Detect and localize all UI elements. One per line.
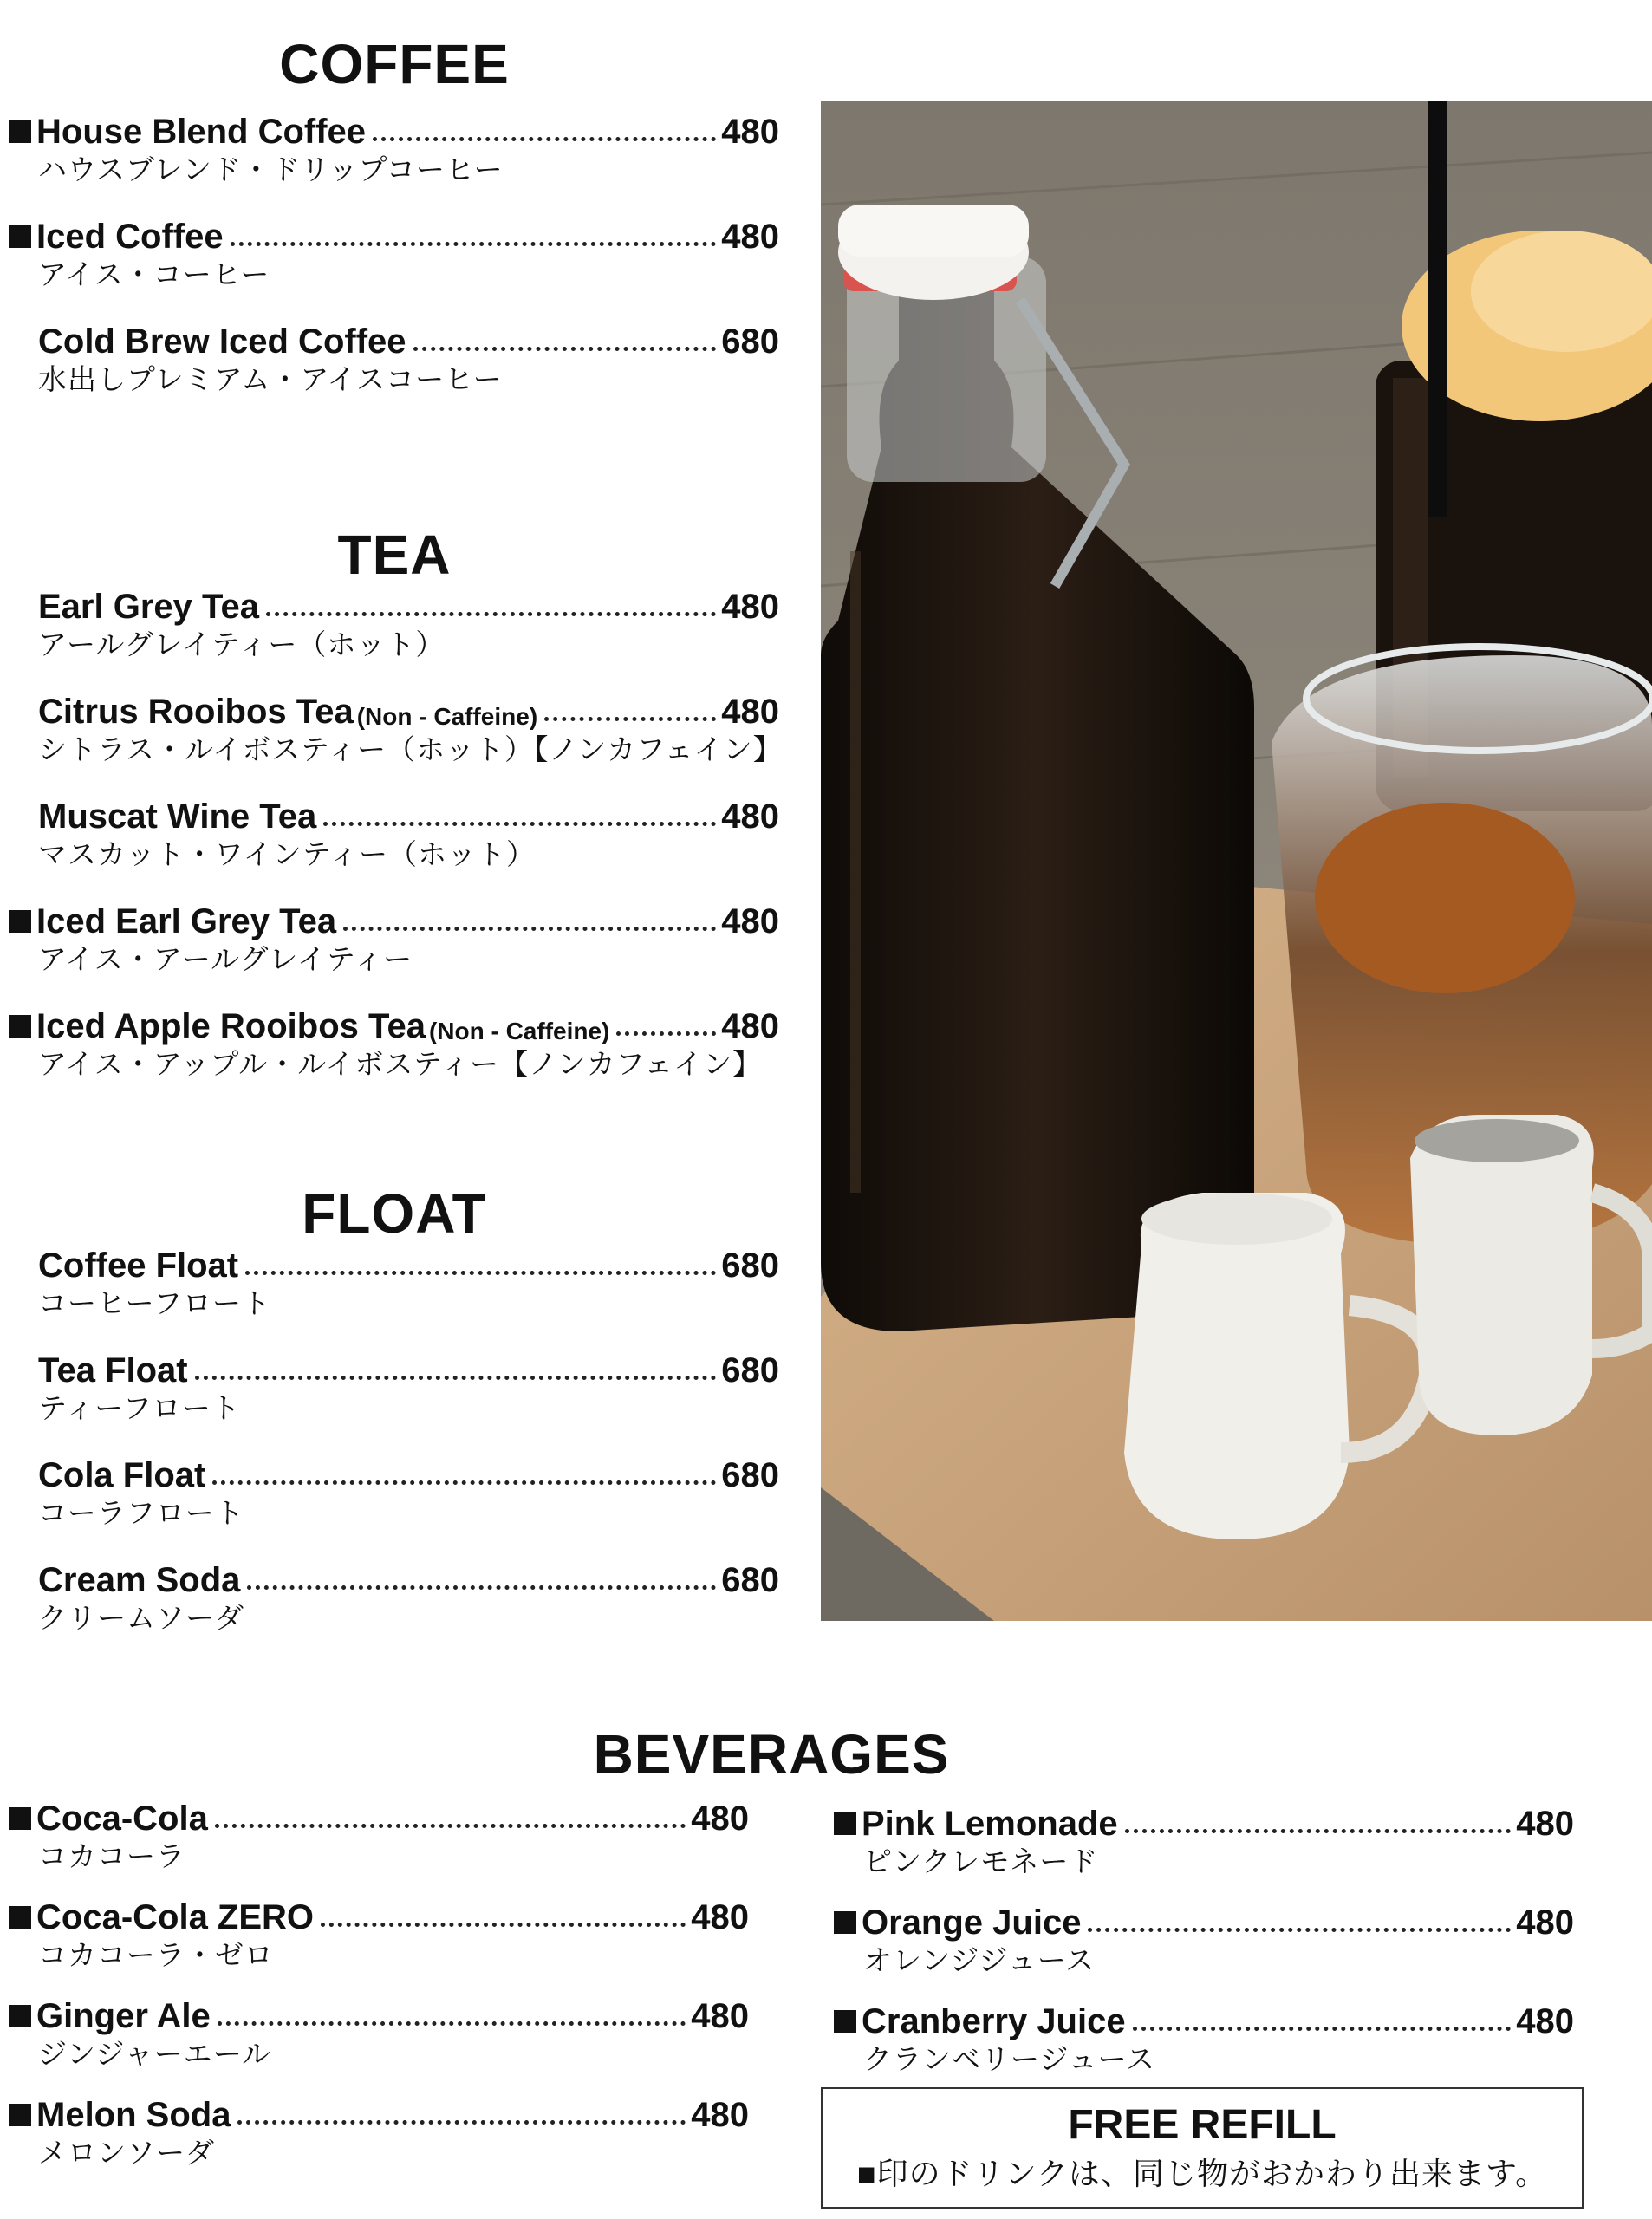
menu-item	[38, 1988, 749, 2084]
menu-item-name: Coca-Cola	[36, 1799, 208, 1838]
menu-item-name: House Blend Coffee	[36, 113, 367, 151]
dot-leader	[195, 1376, 717, 1380]
menu-item-japanese-name: ジンジャーエール	[38, 2038, 272, 2070]
menu-item-name: Cola Float	[38, 1456, 206, 1494]
menu-item-row	[38, 2087, 749, 2132]
refill-square-icon	[834, 2010, 856, 2033]
menu-item-name: Iced Earl Grey Tea	[36, 902, 337, 940]
menu-item-price: 480	[721, 218, 779, 256]
menu-item	[38, 1238, 779, 1333]
menu-item	[863, 1796, 1574, 1891]
menu-item-japanese-name: ピンクレモネード	[863, 1845, 1099, 1877]
menu-item-name: Cream Soda	[38, 1561, 241, 1599]
dot-leader	[321, 1923, 686, 1927]
menu-item-name: Tea Float	[38, 1351, 188, 1389]
menu-item-name: Ginger Ale	[36, 1997, 211, 2035]
dot-leader	[231, 242, 717, 246]
menu-item-japanese-name: ティーフロート	[38, 1392, 241, 1424]
menu-item	[38, 789, 779, 884]
menu-item-japanese-name: アイス・コーヒー	[38, 258, 270, 290]
menu-item-name: Coffee Float	[38, 1246, 239, 1285]
coffee-section-title: COFFEE	[279, 33, 510, 95]
menu-item-price: 480	[721, 113, 779, 151]
menu-item-japanese-name: シトラス・ルイボスティー（ホット）【ノンカフェイン】	[38, 733, 783, 765]
menu-item-japanese-name: アイス・アールグレイティー	[38, 943, 413, 975]
menu-item-japanese-name: アールグレイティー（ホット）	[38, 628, 446, 660]
menu-item-price: 480	[691, 2096, 749, 2134]
dot-leader	[266, 612, 716, 616]
refill-square-icon	[9, 2005, 31, 2027]
menu-item-price: 680	[721, 1351, 779, 1389]
menu-item-name: Cold Brew Iced Coffee	[38, 322, 406, 361]
menu-item	[38, 314, 779, 409]
menu-item-name: Citrus Rooibos Tea	[38, 693, 354, 731]
float-section-title: FLOAT	[302, 1182, 487, 1245]
menu-item-japanese-name: コカコーラ	[38, 1840, 185, 1872]
free-refill-box	[821, 2087, 1584, 2209]
dot-leader	[215, 1824, 686, 1828]
refill-square-icon	[9, 120, 31, 143]
menu-item-price: 480	[691, 1799, 749, 1838]
dot-leader	[247, 1585, 716, 1590]
beverages-section-title: BEVERAGES	[593, 1723, 950, 1786]
menu-item-name: Cranberry Juice	[862, 2002, 1126, 2040]
dot-leader	[212, 1480, 716, 1485]
free-refill-note: ■印のドリンクは、同じ物がおかわり出来ます。	[856, 2156, 1548, 2191]
dot-leader	[323, 822, 716, 826]
dot-leader	[218, 2021, 686, 2026]
menu-item-row	[38, 1448, 779, 1493]
menu-item-japanese-name: ハウスブレンド・ドリップコーヒー	[38, 153, 504, 185]
menu-item-name: Muscat Wine Tea	[38, 797, 317, 836]
menu-item-name: Orange Juice	[862, 1903, 1082, 1942]
menu-item-row	[863, 1796, 1574, 1841]
refill-square-icon	[9, 1906, 31, 1929]
menu-item-row	[38, 209, 779, 254]
menu-item	[38, 104, 779, 199]
menu-item	[38, 1791, 749, 1886]
refill-square-icon	[834, 1812, 856, 1835]
menu-item-row	[38, 894, 779, 939]
menu-item-row	[38, 999, 779, 1044]
menu-item-price: 680	[721, 1246, 779, 1285]
dot-leader	[413, 347, 717, 351]
menu-item	[38, 894, 779, 989]
menu-item-row	[863, 1895, 1574, 1940]
menu-item-row	[863, 1994, 1574, 2039]
menu-item-row	[38, 1343, 779, 1388]
drink-photo	[821, 101, 1652, 1621]
menu-item-price: 480	[721, 902, 779, 940]
menu-item	[38, 1890, 749, 1985]
dot-leader	[373, 137, 716, 141]
dot-leader	[544, 717, 716, 721]
menu-item-price: 680	[721, 322, 779, 361]
tea-section-title: TEA	[337, 524, 452, 586]
menu-item-row	[38, 1238, 779, 1283]
menu-item-japanese-name: クランベリージュース	[863, 2043, 1156, 2075]
menu-item-name: Earl Grey Tea	[38, 588, 259, 626]
menu-item-price: 480	[721, 693, 779, 731]
menu-item	[38, 1343, 779, 1438]
menu-item-japanese-name: アイス・アップル・ルイボスティー【ノンカフェイン】	[38, 1048, 763, 1080]
drink-photo-icon	[821, 101, 1652, 1621]
menu-item-japanese-name: 水出しプレミアム・アイスコーヒー	[38, 363, 503, 395]
refill-square-icon	[9, 225, 31, 248]
menu-item-row	[38, 1791, 749, 1836]
menu-item-note: (Non - Caffeine)	[356, 703, 538, 730]
dot-leader	[1133, 2027, 1512, 2031]
menu-item	[38, 579, 779, 674]
menu-item-name: Iced Coffee	[36, 218, 224, 256]
free-refill-title: FREE REFILL	[1068, 2102, 1337, 2148]
menu-item-japanese-name: オレンジジュース	[863, 1944, 1096, 1976]
menu-item-japanese-name: マスカット・ワインティー（ホット）	[38, 838, 537, 870]
menu-item	[38, 2087, 749, 2183]
menu-item-price: 480	[691, 1997, 749, 2035]
menu-item-name: Coca-Cola ZERO	[36, 1898, 315, 1936]
menu-item-japanese-name: クリームソーダ	[38, 1602, 244, 1634]
menu-item-row	[38, 1988, 749, 2034]
menu-item-price: 680	[721, 1456, 779, 1494]
refill-square-icon	[9, 1015, 31, 1038]
menu-item-row	[38, 104, 779, 149]
menu-item	[38, 209, 779, 304]
menu-item-row	[38, 1890, 749, 1935]
dot-leader	[1088, 1928, 1511, 1932]
refill-square-icon	[9, 1807, 31, 1830]
menu-item-japanese-name: コーラフロート	[38, 1497, 244, 1529]
menu-item	[863, 1994, 1574, 2089]
menu-item-name: Iced Apple Rooibos Tea	[36, 1007, 426, 1045]
menu-item-price: 480	[691, 1898, 749, 1936]
menu-item	[38, 684, 783, 779]
dot-leader	[237, 2120, 686, 2125]
menu-item-price: 480	[1516, 2002, 1574, 2040]
dot-leader	[1125, 1829, 1512, 1833]
refill-square-icon	[9, 910, 31, 933]
menu-item-japanese-name: コーヒーフロート	[38, 1287, 272, 1319]
refill-square-icon	[834, 1911, 856, 1934]
dot-leader	[616, 1031, 716, 1036]
menu-item-name: Pink Lemonade	[862, 1805, 1118, 1843]
menu-item-price: 680	[721, 1561, 779, 1599]
menu-item-name: Melon Soda	[36, 2096, 231, 2134]
menu-item-row	[38, 579, 779, 624]
menu-item	[38, 1448, 779, 1543]
menu-item-price: 480	[721, 588, 779, 626]
menu-item-japanese-name: メロンソーダ	[38, 2137, 215, 2169]
menu-item-row	[38, 789, 779, 834]
menu-item	[38, 999, 779, 1094]
menu-item-note: (Non - Caffeine)	[428, 1018, 610, 1044]
menu-item-row	[38, 1552, 779, 1598]
menu-item-price: 480	[721, 797, 779, 836]
menu-item-price: 480	[721, 1007, 779, 1045]
refill-square-icon	[9, 2104, 31, 2126]
menu-item	[38, 1552, 779, 1648]
dot-leader	[343, 927, 716, 931]
menu-item	[863, 1895, 1574, 1990]
menu-item-row	[38, 684, 779, 729]
menu-item-row	[38, 314, 779, 359]
dot-leader	[245, 1271, 716, 1275]
menu-item-japanese-name: コカコーラ・ゼロ	[38, 1939, 274, 1971]
menu-item-price: 480	[1516, 1805, 1574, 1843]
menu-item-price: 480	[1516, 1903, 1574, 1942]
